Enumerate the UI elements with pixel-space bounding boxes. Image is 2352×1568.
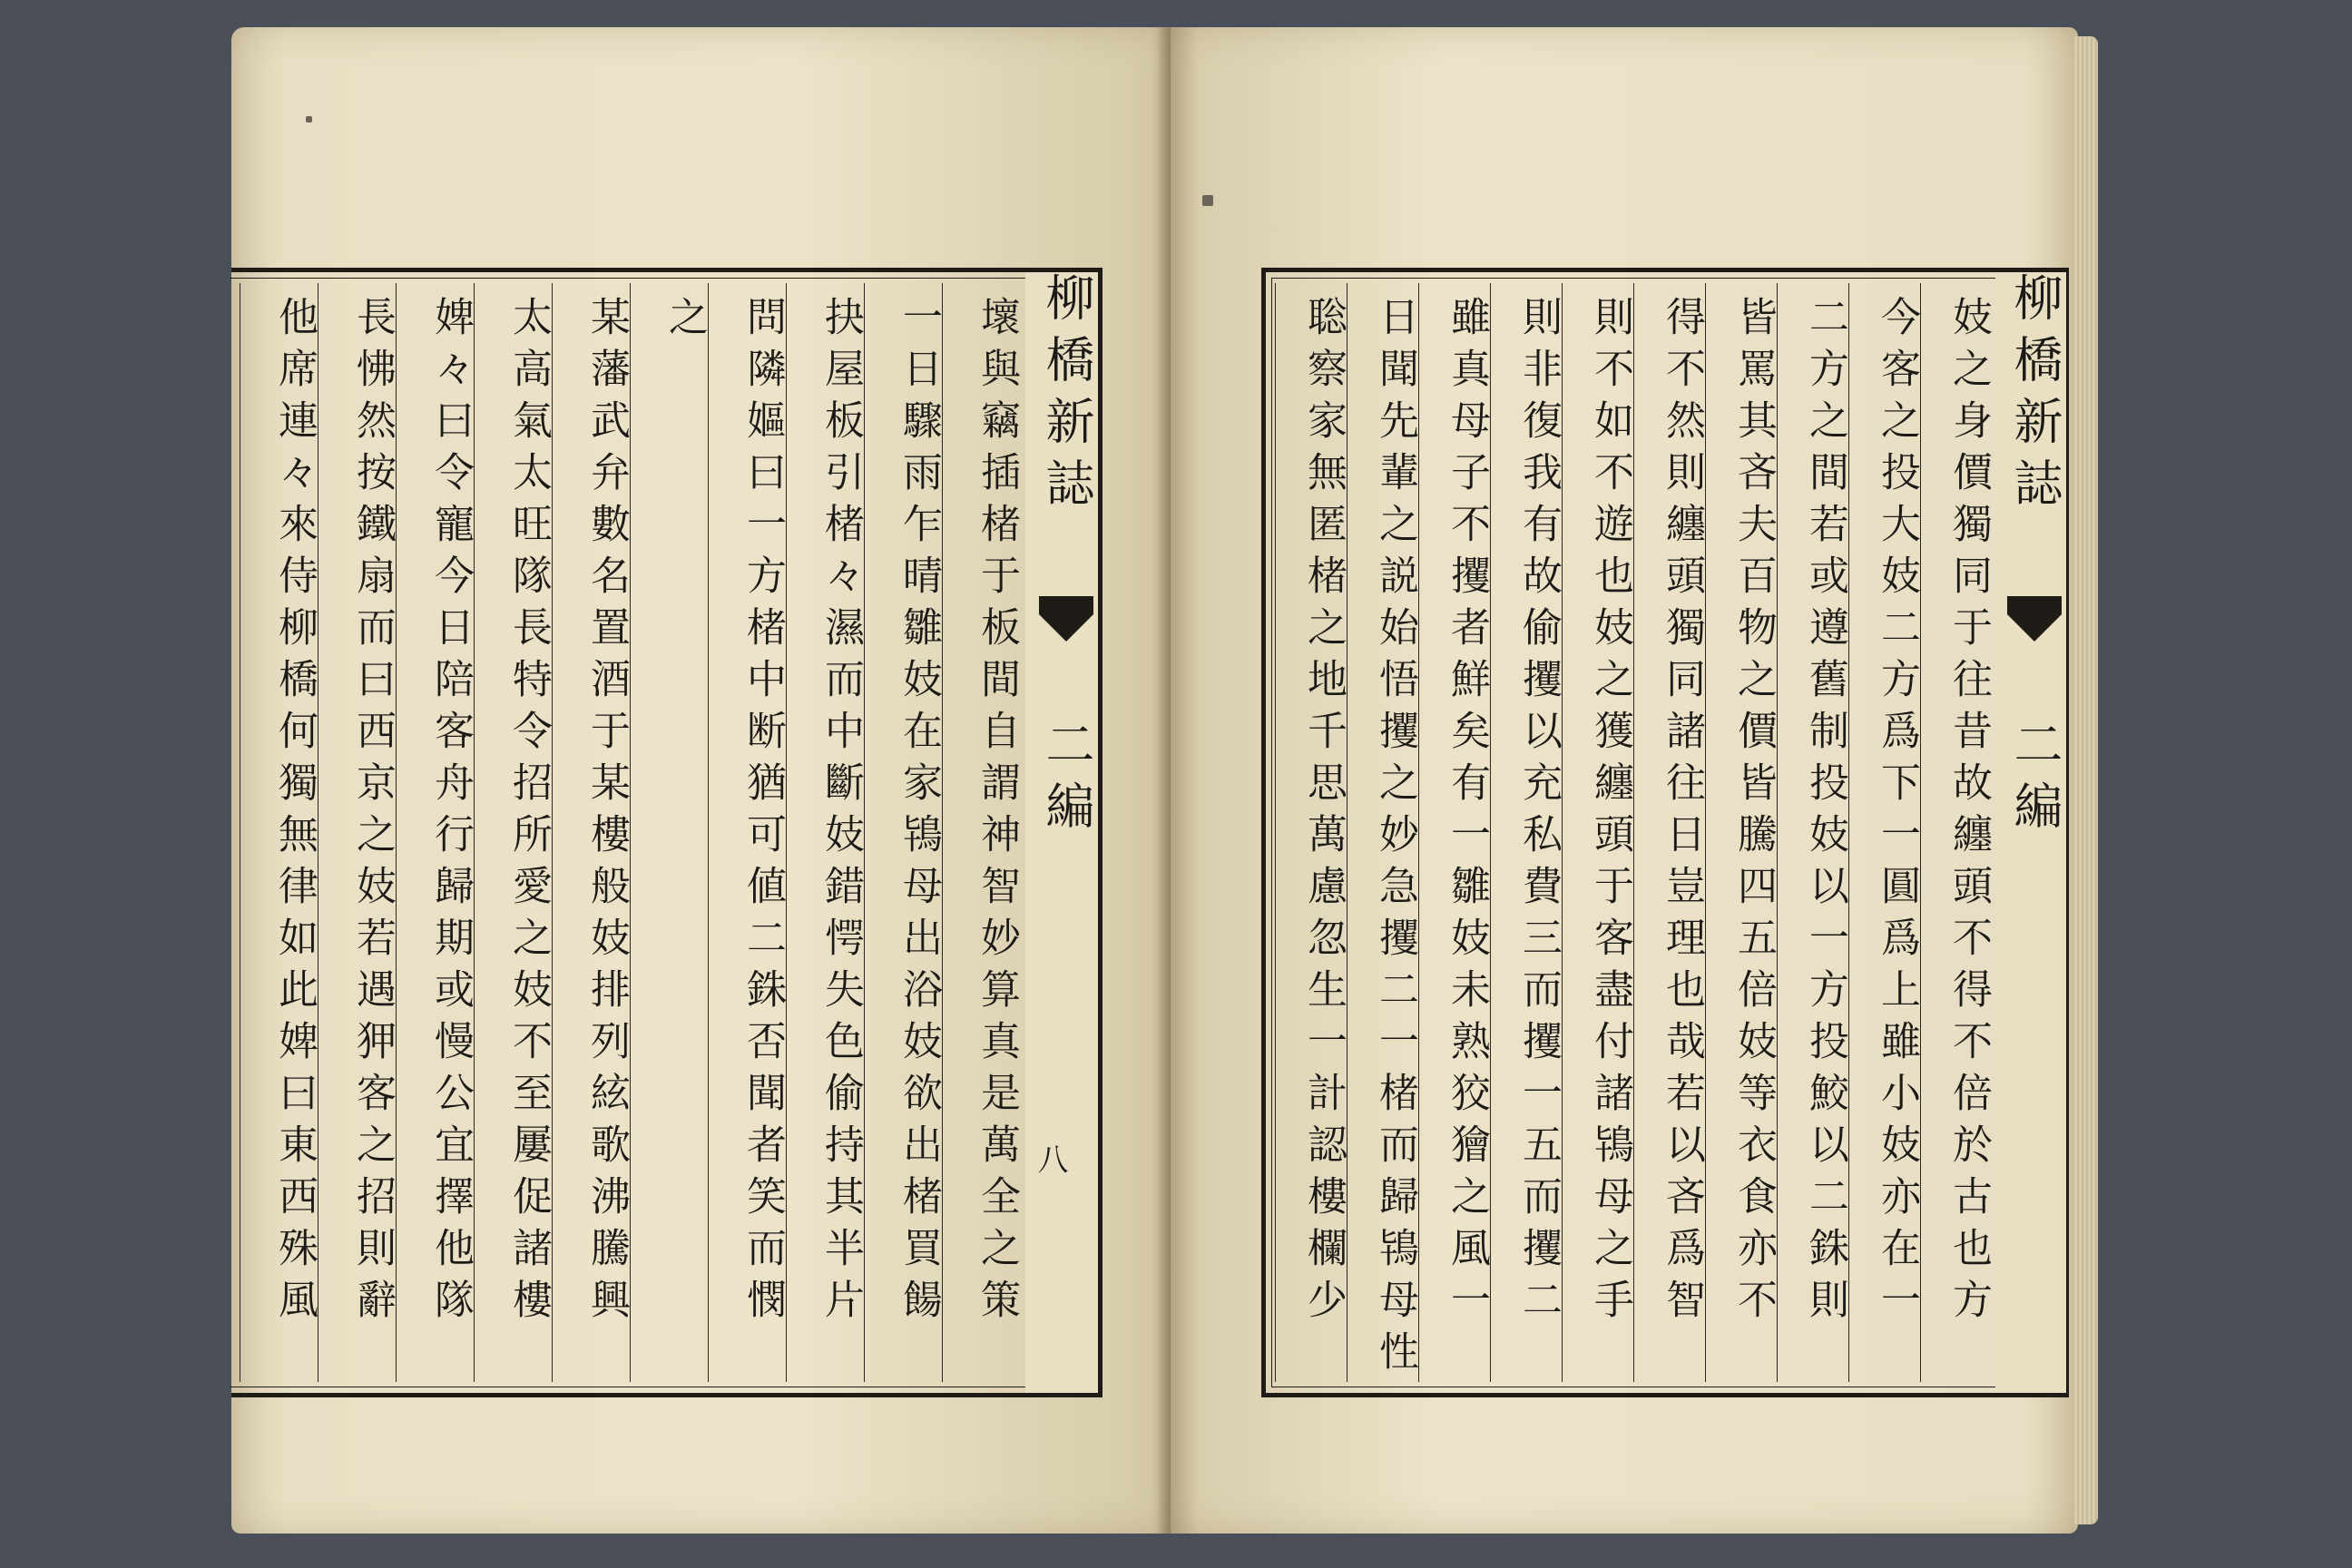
fishtail-ornament-icon [1039, 596, 1093, 642]
paper-spot [1202, 195, 1213, 206]
text-column: 今客之投大妓二方爲下一圓爲上雖小妓亦在一 [1848, 283, 1920, 1382]
open-book [231, 27, 2101, 1534]
left-section: 二編 [1038, 719, 1095, 842]
text-column: 他席連々來侍柳橋何獨無律如此婢曰東西殊風 [240, 283, 318, 1382]
text-column: 則不如不遊也妓之獲纏頭于客盡付諸鴇母之手 [1562, 283, 1633, 1382]
text-column: 則非復我有故偷攫以充私費三而攫一五而攫二 [1490, 283, 1562, 1382]
left-title-band [1025, 272, 1098, 1393]
fishtail-ornament-icon [2007, 596, 2062, 642]
text-column: 得不然則纏頭獨同諸往日豈理也哉若以吝爲智 [1633, 283, 1705, 1382]
page-edges [2074, 36, 2098, 1524]
text-column: 問隣嫗曰一方楮中断猶可値二銖否聞者笑而憫 [708, 283, 786, 1382]
text-column: 一日驟雨乍晴雛妓在家鴇母出浴妓欲出楮買餳 [864, 283, 942, 1382]
text-column: 長怫然按鐵扇而曰西京之妓若遇狎客之招則辭 [318, 283, 396, 1382]
text-column: 雖真母子不攫者鮮矣有一雛妓未熟狡獪之風一 [1418, 283, 1490, 1382]
text-column: 太高氣太旺隊長特令招所愛之妓不至屢促諸樓 [474, 283, 552, 1382]
text-column: 皆罵其吝夫百物之價皆騰四五倍妓等衣食亦不 [1705, 283, 1777, 1382]
right-title-band [1995, 272, 2066, 1393]
text-column: 婢々曰令寵今日陪客舟行歸期或慢公宜擇他隊 [396, 283, 474, 1382]
right-text-frame [1261, 268, 2069, 1397]
paper-spot [306, 116, 312, 122]
right-title: 柳橋新誌 [2006, 272, 2063, 519]
text-column: 抉屋板引楮々濕而中斷妓錯愕失色偷持其半片 [786, 283, 864, 1382]
right-section: 二編 [2006, 719, 2063, 842]
text-column: 之 [630, 283, 708, 1382]
text-column: 壞與竊插楮于板間自謂神智妙算真是萬全之策 [942, 283, 1020, 1382]
text-column: 妓之身價獨同于往昔故纏頭不得不倍於古也方 [1920, 283, 1992, 1382]
text-column: 聡察家無匿楮之地千思萬慮忽生一計認樓欄少 [1275, 283, 1347, 1382]
left-page-number: 八 [1032, 1143, 1068, 1174]
text-column: 日聞先輩之説始悟攫之妙急攫二一楮而歸鴇母性 [1347, 283, 1418, 1382]
text-column: 二方之間若或遵舊制投妓以一方投鮫以二銖則 [1777, 283, 1848, 1382]
left-text-frame [231, 268, 1102, 1397]
text-column: 某藩武弁數名置酒于某樓般妓排列絃歌沸騰興 [552, 283, 630, 1382]
left-page [231, 27, 1171, 1534]
left-title: 柳橋新誌 [1038, 272, 1095, 519]
